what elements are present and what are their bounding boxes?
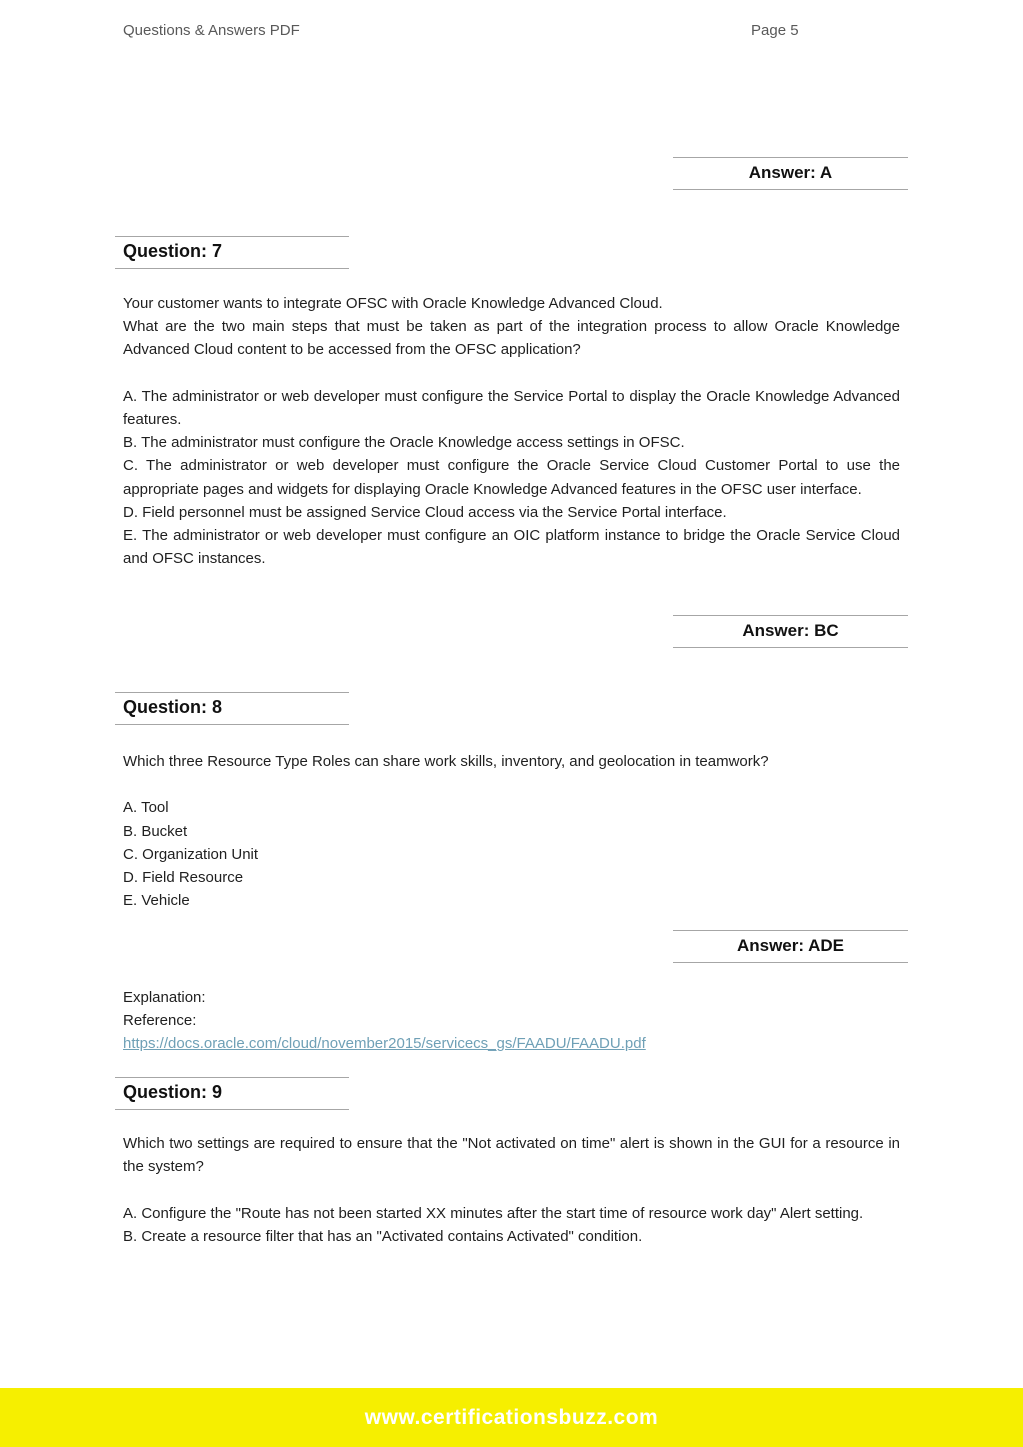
option-item: B. Bucket xyxy=(123,822,188,840)
question-7-intro-line1: Your customer wants to integrate OFSC with Oracle Knowledge Advanced Cloud. xyxy=(123,295,663,312)
question-7-title: Question: 7 xyxy=(123,241,223,261)
explanation-label: Explanation: xyxy=(123,989,206,1006)
question-9-body xyxy=(123,1132,900,1248)
question-9-text: Which two settings are required to ensure that the "Not activated on time" alert is shown in the GUI for a resource in the system? xyxy=(123,1135,900,1176)
document-title: Questions & Answers PDF xyxy=(123,22,300,39)
question-8-header xyxy=(115,692,349,725)
question-8-text: Which three Resource Type Roles can share work skills, inventory, and geolocation in teamwork? xyxy=(123,753,769,770)
footer-site-url: www.certificationsbuzz.com xyxy=(364,1405,659,1429)
answer-box-previous xyxy=(673,157,908,190)
question-8-explanation xyxy=(123,986,900,1056)
question-7-body xyxy=(123,292,900,570)
answer-label: Answer: ADE xyxy=(736,936,845,955)
option-item: C. Organization Unit xyxy=(123,845,259,863)
spacer xyxy=(123,1178,900,1201)
spacer xyxy=(123,362,900,385)
reference-link[interactable]: https://docs.oracle.com/cloud/november2015/servicecs_gs/FAADU/FAADU.pdf xyxy=(123,1035,646,1053)
option-item: E. The administrator or web developer must configure an OIC platform instance to bridge the Oracle Service Cloud and OFSC instances. xyxy=(123,527,900,568)
question-8-body xyxy=(123,750,900,912)
option-item: A. Configure the "Route has not been started XX minutes after the start time of resource work day" Alert setting. xyxy=(123,1204,864,1222)
footer-bar xyxy=(0,1388,1023,1447)
spacer xyxy=(123,773,900,796)
answer-box-q7 xyxy=(673,615,908,648)
question-9-header xyxy=(115,1077,349,1110)
option-item: D. Field personnel must be assigned Service Cloud access via the Service Portal interface. xyxy=(123,503,727,521)
option-item: B. Create a resource filter that has an "Activated contains Activated" condition. xyxy=(123,1227,643,1245)
option-item: D. Field Resource xyxy=(123,869,244,886)
answer-label: Answer: BC xyxy=(742,621,839,640)
option-item: B. The administrator must configure the Oracle Knowledge access settings in OFSC. xyxy=(123,434,685,452)
option-item: E. Vehicle xyxy=(123,892,190,910)
question-8-title: Question: 8 xyxy=(123,697,223,717)
option-item: A. The administrator or web developer must configure the Service Portal to display the Oracle Knowledge Advanced features. xyxy=(123,387,900,428)
answer-label: Answer: A xyxy=(748,163,833,182)
question-9-title: Question: 9 xyxy=(123,1082,223,1102)
question-7-intro-line2: What are the two main steps that must be taken as part of the integration process to allow Oracle Knowledge Advanced Cloud content to be accessed from the OFSC application? xyxy=(123,318,900,359)
option-item: A. Tool xyxy=(123,799,169,817)
reference-label: Reference: xyxy=(123,1012,197,1030)
option-item: C. The administrator or web developer must configure the Oracle Service Cloud Customer Portal to use the appropriate pages and widgets for displaying Oracle Knowledge Advanced features in the OFSC user interface. xyxy=(123,457,900,498)
question-7-header xyxy=(115,236,349,269)
page-number: Page 5 xyxy=(751,22,799,39)
answer-box-q8 xyxy=(673,930,908,963)
